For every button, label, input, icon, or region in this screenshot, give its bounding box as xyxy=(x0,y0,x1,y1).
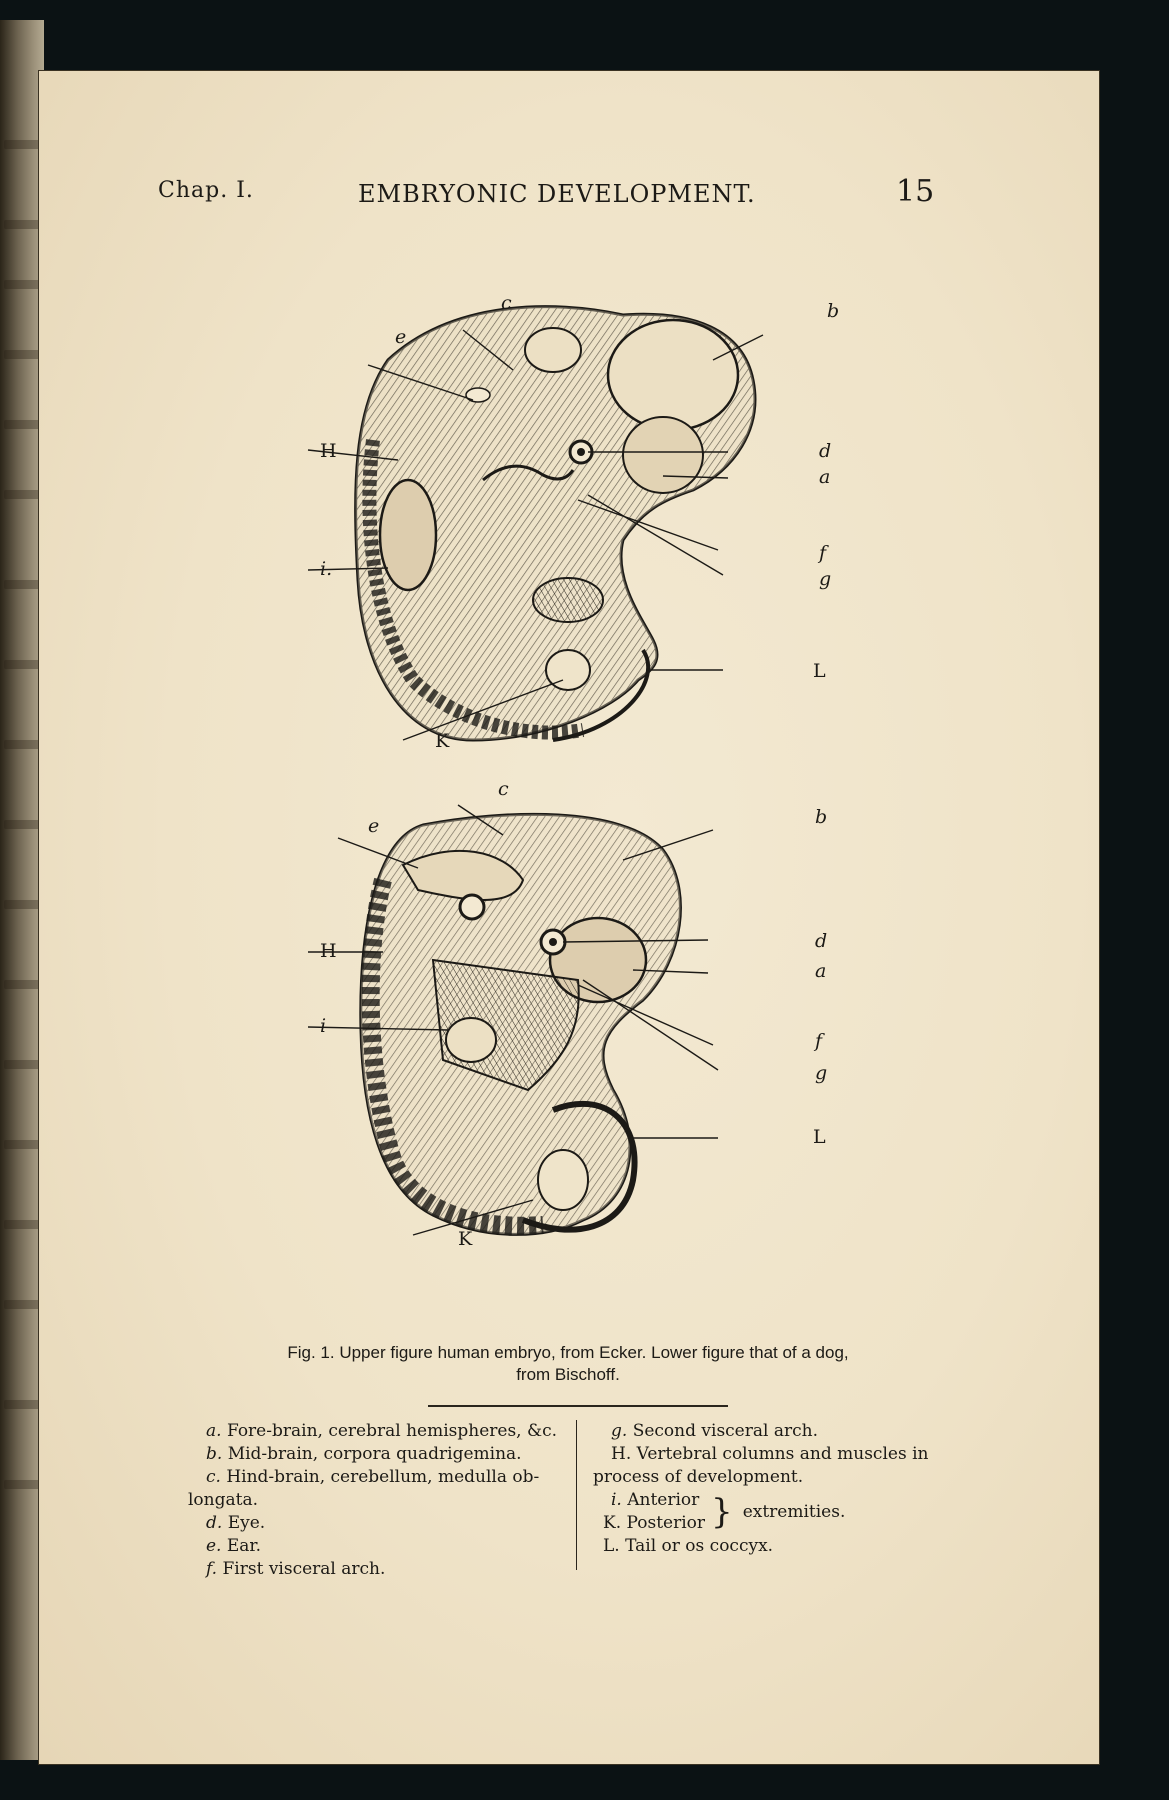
lower-embryo xyxy=(361,814,681,1234)
upper-label-f: f xyxy=(819,542,827,564)
lower-label-c: c xyxy=(498,778,509,800)
lower-label-i: i xyxy=(320,1015,327,1037)
legend-item-d: d. Eye. xyxy=(206,1513,266,1533)
legend-extremities-label: extremities. xyxy=(742,1501,846,1522)
upper-label-b: b xyxy=(827,300,840,322)
page-number: 15 xyxy=(896,174,935,209)
legend-item-c-cont: longata. xyxy=(188,1490,259,1510)
lower-label-b: b xyxy=(815,806,828,828)
caption-line-2: from Bischoff. xyxy=(516,1365,620,1384)
upper-label-g: g xyxy=(819,568,832,590)
caption-line-1: Fig. 1. Upper figure human embryo, from Ecker. Lower figure that of a dog, xyxy=(287,1343,849,1362)
legend-item-c: c. Hind-brain, cerebellum, medulla ob- xyxy=(206,1467,540,1487)
figure-1 xyxy=(223,240,963,1400)
legend-item-g: g. Second visceral arch. xyxy=(611,1421,818,1441)
upper-label-e: e xyxy=(395,326,407,348)
upper-label-i: i. xyxy=(320,558,333,580)
upper-label-L: L xyxy=(813,660,826,682)
lower-label-K: K xyxy=(458,1228,473,1250)
running-title: EMBRYONIC DEVELOPMENT. xyxy=(358,180,756,208)
legend-item-b: b. Mid-brain, corpora quadrigemina. xyxy=(206,1444,522,1464)
upper-label-c: c xyxy=(501,292,512,314)
legend-item-a: a. Fore-brain, cerebral hemispheres, &c. xyxy=(206,1421,558,1441)
legend-item-f: f. First visceral arch. xyxy=(206,1559,386,1579)
legend-extremities-group xyxy=(593,1489,973,1535)
legend-item-H: H. Vertebral columns and muscles in xyxy=(611,1444,929,1464)
legend-left-column xyxy=(188,1420,568,1581)
legend-item-i: i. Anterior xyxy=(611,1490,700,1510)
legend-item-e: e. Ear. xyxy=(206,1536,262,1556)
lower-label-H: H xyxy=(320,940,337,962)
lower-label-d: d xyxy=(815,930,828,952)
book-page xyxy=(38,70,1100,1765)
upper-label-K: K xyxy=(435,730,450,752)
brace-glyph: } xyxy=(711,1492,733,1532)
upper-label-H: H xyxy=(320,440,337,462)
figure-caption xyxy=(188,1342,948,1386)
lower-label-g: g xyxy=(815,1062,828,1084)
caption-divider xyxy=(428,1405,728,1407)
lower-label-e: e xyxy=(368,815,380,837)
lower-label-f: f xyxy=(815,1030,823,1052)
legend-right-column xyxy=(593,1420,973,1558)
upper-label-d: d xyxy=(819,440,832,462)
lower-label-L: L xyxy=(813,1126,826,1148)
legend-column-divider xyxy=(576,1420,577,1570)
embryo-illustration xyxy=(223,240,963,1400)
legend-item-H-cont: process of development. xyxy=(593,1467,804,1487)
upper-label-a: a xyxy=(819,466,831,488)
legend-item-L: L. Tail or os coccyx. xyxy=(603,1536,774,1556)
upper-embryo xyxy=(356,307,755,740)
chapter-heading: Chap. I. xyxy=(158,178,254,203)
lower-label-a: a xyxy=(815,960,827,982)
legend-item-K: K. Posterior xyxy=(603,1513,706,1533)
